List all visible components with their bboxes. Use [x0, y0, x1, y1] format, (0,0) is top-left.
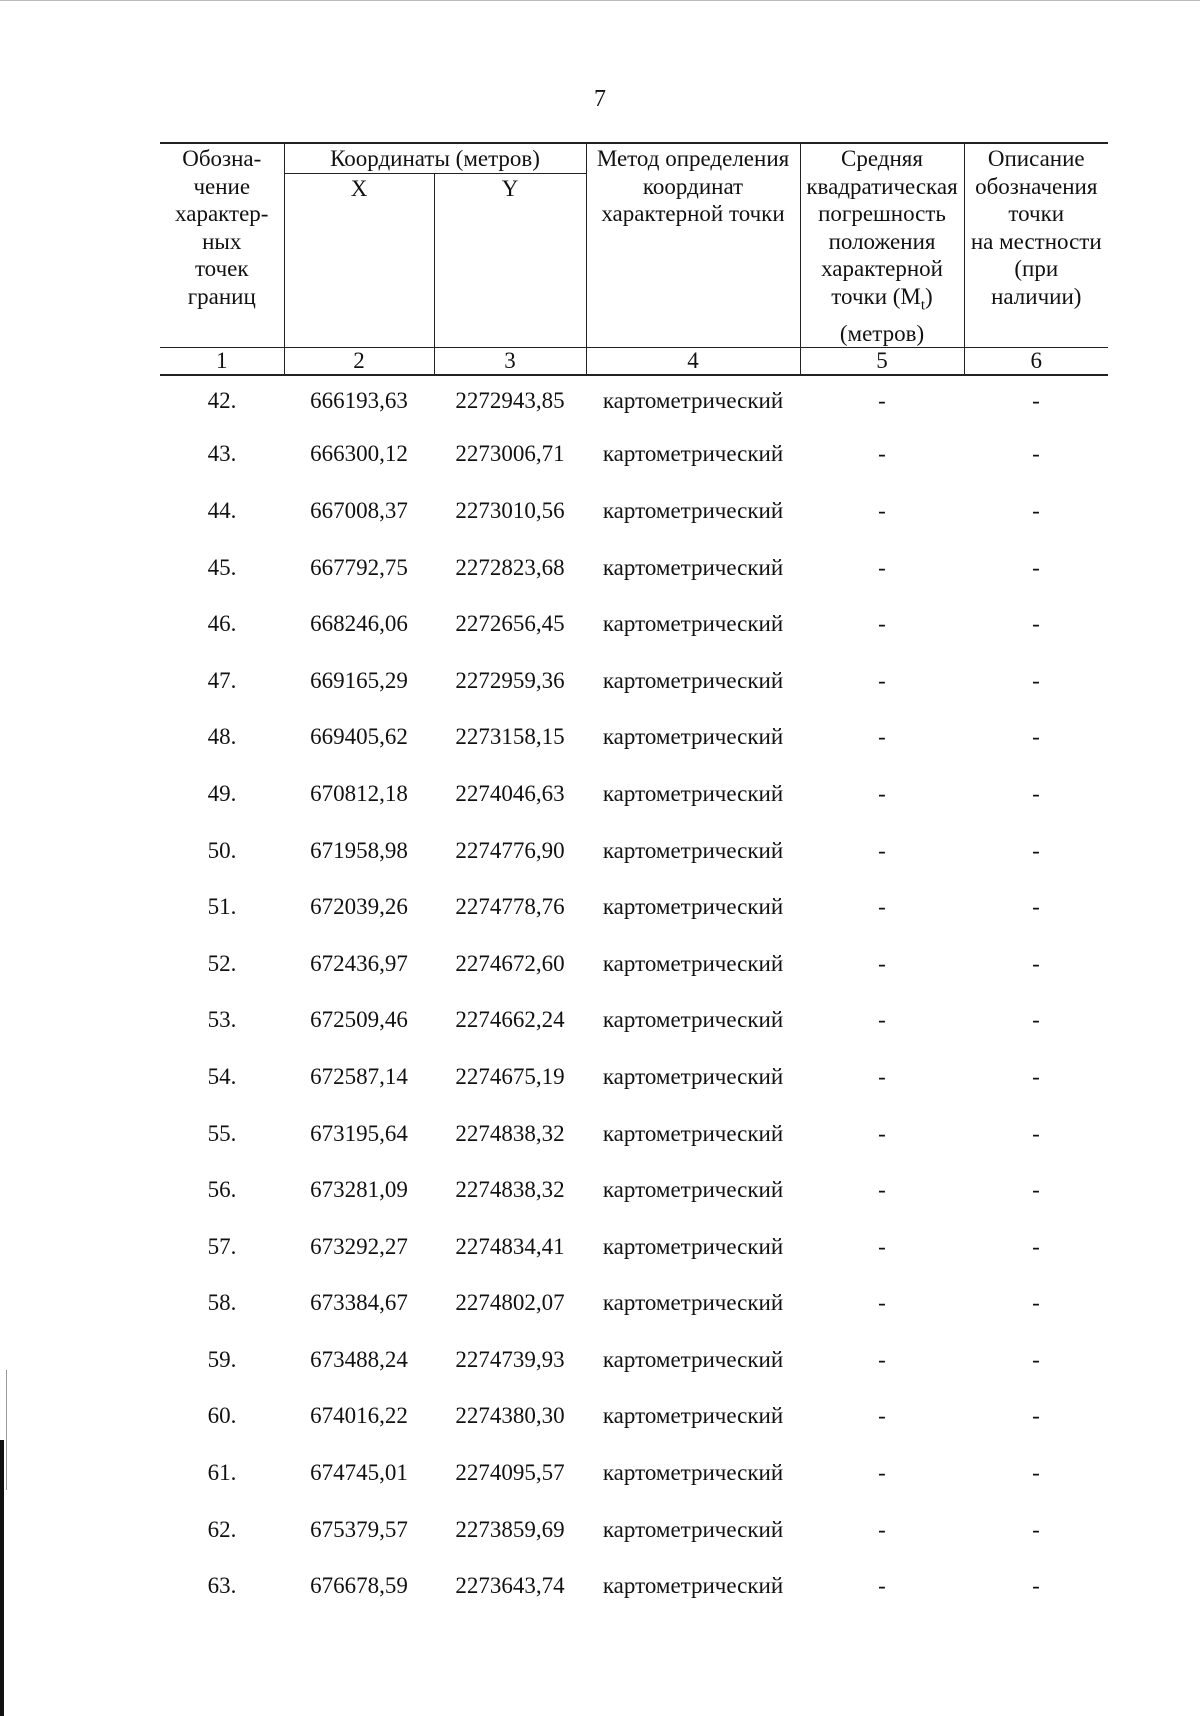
x-coordinate-cell: 673384,67: [310, 1290, 408, 1316]
y-coordinate-cell: 2273158,15: [455, 724, 565, 750]
point-number-cell: 47.: [207, 667, 237, 693]
table-row: [160, 1332, 1108, 1389]
error-cell: -: [878, 950, 886, 976]
y-coordinate-cell: 2273859,69: [455, 1516, 565, 1542]
error-cell: -: [878, 1516, 886, 1542]
header-x: X: [284, 174, 434, 348]
error-cell: -: [878, 1290, 886, 1316]
table-row: [160, 992, 1108, 1049]
description-cell: -: [1032, 1346, 1040, 1372]
table-row: [160, 426, 1108, 483]
description-cell: -: [1032, 1233, 1040, 1259]
y-coordinate-cell: 2274776,90: [455, 837, 565, 863]
x-coordinate-cell: 667792,75: [310, 554, 408, 580]
column-number: 4: [586, 348, 800, 376]
point-number-cell: 54.: [207, 1063, 237, 1089]
description-cell: -: [1032, 554, 1040, 580]
point-number-cell: 45.: [207, 554, 237, 580]
table-row: [160, 935, 1108, 992]
x-coordinate-cell: 666193,63: [310, 388, 408, 414]
method-cell: картометрический: [602, 497, 784, 523]
description-cell: -: [1032, 1573, 1040, 1599]
error-cell: -: [878, 724, 886, 750]
y-coordinate-cell: 2274380,30: [455, 1403, 565, 1429]
error-cell: -: [878, 1007, 886, 1033]
column-number: 1: [160, 348, 284, 376]
table-row: [160, 1105, 1108, 1162]
error-cell: -: [878, 497, 886, 523]
method-cell: картометрический: [602, 837, 784, 863]
method-cell: картометрический: [602, 1177, 784, 1203]
table-row: [160, 822, 1108, 879]
point-number-cell: 48.: [207, 724, 237, 750]
y-coordinate-cell: 2272656,45: [455, 611, 565, 637]
x-coordinate-cell: 671958,98: [310, 837, 408, 863]
error-cell: -: [878, 1403, 886, 1429]
method-cell: картометрический: [602, 441, 784, 467]
y-coordinate-cell: 2274778,76: [455, 894, 565, 920]
method-cell: картометрический: [602, 611, 784, 637]
method-cell: картометрический: [602, 1007, 784, 1033]
point-number-cell: 57.: [207, 1233, 237, 1259]
x-coordinate-cell: 673195,64: [310, 1120, 408, 1146]
y-coordinate-cell: 2272959,36: [455, 667, 565, 693]
method-cell: картометрический: [602, 950, 784, 976]
table-row: [160, 709, 1108, 766]
table-row: [160, 1388, 1108, 1445]
description-cell: -: [1032, 950, 1040, 976]
error-cell: -: [878, 1233, 886, 1259]
method-cell: картометрический: [602, 780, 784, 806]
x-coordinate-cell: 667008,37: [310, 497, 408, 523]
y-coordinate-cell: 2274838,32: [455, 1177, 565, 1203]
description-cell: -: [1032, 837, 1040, 863]
boundary-points-table: [160, 142, 1108, 1615]
error-cell: -: [878, 388, 886, 414]
point-number-cell: 50.: [207, 837, 237, 863]
error-cell: -: [878, 1460, 886, 1486]
y-coordinate-cell: 2274095,57: [455, 1460, 565, 1486]
error-cell: -: [878, 1120, 886, 1146]
error-cell: -: [878, 1177, 886, 1203]
error-cell: -: [878, 837, 886, 863]
point-number-cell: 58.: [207, 1290, 237, 1316]
method-cell: картометрический: [602, 554, 784, 580]
description-cell: -: [1032, 1007, 1040, 1033]
x-coordinate-cell: 669165,29: [310, 667, 408, 693]
method-cell: картометрический: [602, 1063, 784, 1089]
method-cell: картометрический: [602, 1290, 784, 1316]
table-row: [160, 1445, 1108, 1502]
y-coordinate-cell: 2273006,71: [455, 441, 565, 467]
method-cell: картометрический: [602, 1233, 784, 1259]
table-row: [160, 652, 1108, 709]
header-y: Y: [434, 174, 586, 348]
x-coordinate-cell: 675379,57: [310, 1516, 408, 1542]
x-coordinate-cell: 670812,18: [310, 780, 408, 806]
x-coordinate-cell: 673488,24: [310, 1346, 408, 1372]
method-cell: картометрический: [602, 388, 784, 414]
point-number-cell: 51.: [207, 894, 237, 920]
page-number: 7: [594, 86, 606, 112]
point-number-cell: 55.: [207, 1120, 237, 1146]
header-description: Описание обозначения точки на местности (при наличии): [964, 143, 1108, 348]
point-number-cell: 61.: [207, 1460, 237, 1486]
y-coordinate-cell: 2273643,74: [455, 1573, 565, 1599]
method-cell: картометрический: [602, 1346, 784, 1372]
description-cell: -: [1032, 388, 1040, 414]
description-cell: -: [1032, 724, 1040, 750]
error-cell: -: [878, 894, 886, 920]
description-cell: -: [1032, 780, 1040, 806]
y-coordinate-cell: 2273010,56: [455, 497, 565, 523]
y-coordinate-cell: 2274662,24: [455, 1007, 565, 1033]
x-coordinate-cell: 673281,09: [310, 1177, 408, 1203]
point-number-cell: 63.: [207, 1573, 237, 1599]
method-cell: картометрический: [602, 1403, 784, 1429]
method-cell: картометрический: [602, 667, 784, 693]
x-coordinate-cell: 672509,46: [310, 1007, 408, 1033]
error-cell: -: [878, 611, 886, 637]
description-cell: -: [1032, 1516, 1040, 1542]
description-cell: -: [1032, 1177, 1040, 1203]
header-point-label: Обозна- чение характер- ных точек границ: [160, 143, 284, 348]
x-coordinate-cell: 672039,26: [310, 894, 408, 920]
x-coordinate-cell: 674016,22: [310, 1403, 408, 1429]
error-cell: -: [878, 554, 886, 580]
table-row: [160, 375, 1108, 426]
point-number-cell: 52.: [207, 950, 237, 976]
column-number: 6: [964, 348, 1108, 376]
table-row: [160, 1275, 1108, 1332]
description-cell: -: [1032, 611, 1040, 637]
y-coordinate-cell: 2274675,19: [455, 1063, 565, 1089]
description-cell: -: [1032, 497, 1040, 523]
description-cell: -: [1032, 1403, 1040, 1429]
y-coordinate-cell: 2274802,07: [455, 1290, 565, 1316]
error-cell: -: [878, 1063, 886, 1089]
column-number: 2: [284, 348, 434, 376]
method-cell: картометрический: [602, 724, 784, 750]
error-cell: -: [878, 667, 886, 693]
point-number-cell: 42.: [207, 388, 237, 414]
header-coordinates-group: Координаты (метров): [284, 143, 586, 174]
column-number: 3: [434, 348, 586, 376]
scan-binding-mark: [0, 1440, 4, 1716]
x-coordinate-cell: 669405,62: [310, 724, 408, 750]
table-row: [160, 1501, 1108, 1558]
table-body: [160, 375, 1108, 1614]
method-cell: картометрический: [602, 1573, 784, 1599]
table-row: [160, 596, 1108, 653]
y-coordinate-cell: 2274046,63: [455, 780, 565, 806]
error-cell: -: [878, 780, 886, 806]
x-coordinate-cell: 674745,01: [310, 1460, 408, 1486]
header-method: Метод определения координат характерной точки: [586, 143, 800, 348]
method-cell: картометрический: [602, 894, 784, 920]
method-cell: картометрический: [602, 1460, 784, 1486]
error-cell: -: [878, 1346, 886, 1372]
description-cell: -: [1032, 667, 1040, 693]
x-coordinate-cell: 672436,97: [310, 950, 408, 976]
x-coordinate-cell: 668246,06: [310, 611, 408, 637]
y-coordinate-cell: 2274672,60: [455, 950, 565, 976]
point-number-cell: 62.: [207, 1516, 237, 1542]
y-coordinate-cell: 2274739,93: [455, 1346, 565, 1372]
scan-top-edge: [0, 0, 1200, 1]
table-row: [160, 483, 1108, 540]
method-cell: картометрический: [602, 1516, 784, 1542]
method-cell: картометрический: [602, 1120, 784, 1146]
header-mean-square-error: Средняя квадратическая погрешность положения характерной точки $(M_t)$ (метров): [800, 143, 964, 348]
table-row: [160, 879, 1108, 936]
point-number-cell: 49.: [207, 780, 237, 806]
description-cell: -: [1032, 1120, 1040, 1146]
table-row: [160, 1049, 1108, 1106]
error-cell: -: [878, 441, 886, 467]
table-row: [160, 1218, 1108, 1275]
point-number-cell: 56.: [207, 1177, 237, 1203]
y-coordinate-cell: 2274838,32: [455, 1120, 565, 1146]
table-row: [160, 766, 1108, 823]
column-number: 5: [800, 348, 964, 376]
description-cell: -: [1032, 1460, 1040, 1486]
table-row: [160, 539, 1108, 596]
y-coordinate-cell: 2272823,68: [455, 554, 565, 580]
description-cell: -: [1032, 441, 1040, 467]
error-cell: -: [878, 1573, 886, 1599]
y-coordinate-cell: 2274834,41: [455, 1233, 565, 1259]
point-number-cell: 60.: [207, 1403, 237, 1429]
description-cell: -: [1032, 894, 1040, 920]
description-cell: -: [1032, 1290, 1040, 1316]
point-number-cell: 43.: [207, 441, 237, 467]
point-number-cell: 44.: [207, 497, 237, 523]
scan-edge-line: [6, 1370, 7, 1490]
point-number-cell: 46.: [207, 611, 237, 637]
x-coordinate-cell: 672587,14: [310, 1063, 408, 1089]
table-row: [160, 1162, 1108, 1219]
description-cell: -: [1032, 1063, 1040, 1089]
x-coordinate-cell: 666300,12: [310, 441, 408, 467]
point-number-cell: 53.: [207, 1007, 237, 1033]
table-row: [160, 1558, 1108, 1615]
y-coordinate-cell: 2272943,85: [455, 388, 565, 414]
x-coordinate-cell: 676678,59: [310, 1573, 408, 1599]
x-coordinate-cell: 673292,27: [310, 1233, 408, 1259]
point-number-cell: 59.: [207, 1346, 237, 1372]
